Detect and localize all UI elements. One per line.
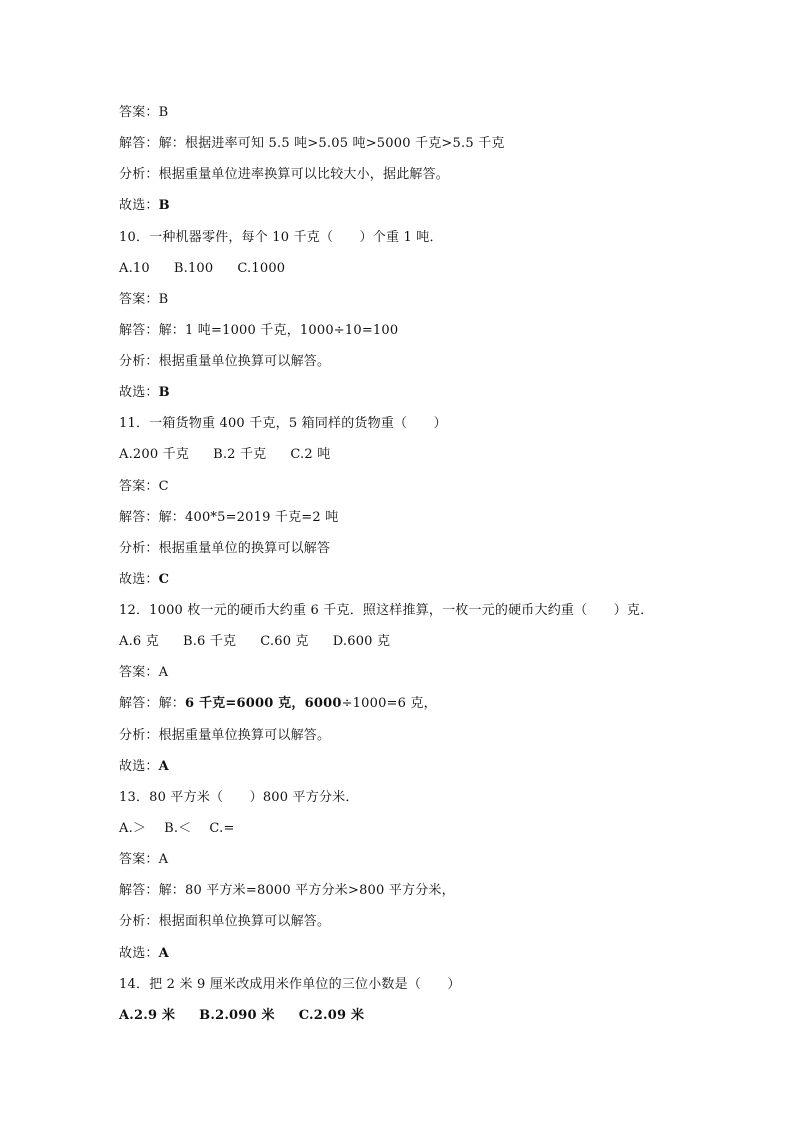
- option-b: B.100: [173, 261, 214, 276]
- answer-line: 答案：B: [119, 292, 169, 307]
- choice-label: 故选：: [119, 198, 159, 213]
- choice-value: C: [158, 572, 170, 587]
- option-b: B.6 千克: [182, 634, 237, 649]
- choice-line: [119, 195, 739, 217]
- option-c: C.=: [209, 821, 235, 836]
- solution-line: 解答：解：根据进率可知 5.5 吨>5.05 吨>5000 千克>5.5 千克: [119, 136, 505, 151]
- option-c: C.2 吨: [290, 447, 331, 462]
- analysis-line: 分析：根据重量单位换算可以解答。: [119, 354, 331, 369]
- solution-bold: 6 千克=6000 克，6000: [185, 696, 342, 711]
- solution-prefix: 解答：解：: [119, 696, 186, 711]
- solution-line: 解答：解：1 吨=1000 千克，1000÷10=100: [119, 323, 399, 338]
- question-12: 12．1000 枚一元的硬币大约重 6 千克．照这样推算，一枚一元的硬币大约重（ ）克．: [119, 603, 654, 618]
- choice-label: 故选：: [119, 946, 159, 961]
- option-a: A.200 千克: [119, 447, 190, 462]
- answer-line: 答案：B: [119, 105, 169, 120]
- question-14: 14．把 2 米 9 厘米改成用米作单位的三位小数是（ ）: [119, 977, 461, 992]
- choice-line: [119, 756, 739, 778]
- solution-line: [119, 693, 739, 715]
- option-c: C.2.09 米: [298, 1008, 365, 1023]
- solution-line: 解答：解：400*5=2019 千克=2 吨: [119, 510, 339, 525]
- solution-suffix: ÷1000=6 克，: [341, 696, 437, 711]
- analysis-line: 分析：根据重量单位换算可以解答。: [119, 728, 331, 743]
- analysis-line: 分析：根据面积单位换算可以解答。: [119, 914, 331, 929]
- choice-value: B: [158, 385, 170, 400]
- question-10-options: [119, 258, 739, 280]
- question-13: 13．80 平方米（ ）800 平方分米．: [119, 790, 359, 805]
- question-14-options: [119, 1005, 739, 1027]
- question-11: 11．一箱货物重 400 千克，5 箱同样的货物重（ ）: [119, 416, 447, 431]
- option-a: A.10: [119, 261, 150, 276]
- question-11-options: [119, 444, 739, 466]
- option-d: D.600 克: [332, 634, 391, 649]
- answer-line: 答案：A: [119, 665, 169, 680]
- option-a: A.2.9 米: [119, 1008, 176, 1023]
- option-b: B.2.090 米: [199, 1008, 275, 1023]
- option-b: B.＜: [164, 821, 192, 836]
- choice-value: A: [158, 946, 169, 961]
- answer-line: 答案：C: [119, 479, 169, 494]
- choice-label: 故选：: [119, 759, 159, 774]
- answer-line: 答案：A: [119, 852, 169, 867]
- choice-label: 故选：: [119, 572, 159, 587]
- question-12-options: [119, 631, 739, 653]
- option-a: A.＞: [119, 821, 147, 836]
- option-b: B.2 千克: [213, 447, 267, 462]
- option-c: C.1000: [237, 261, 286, 276]
- solution-line: 解答：解：80 平方米=8000 平方分米>800 平方分米，: [119, 883, 455, 898]
- choice-line: [119, 943, 739, 965]
- option-a: A.6 克: [119, 634, 159, 649]
- option-c: C.60 克: [260, 634, 309, 649]
- analysis-line: 分析：根据重量单位进率换算可以比较大小，据此解答。: [119, 167, 450, 182]
- question-13-options: [119, 818, 739, 840]
- question-10: 10．一种机器零件，每个 10 千克（ ）个重 1 吨．: [119, 230, 443, 245]
- analysis-line: 分析：根据重量单位的换算可以解答: [119, 541, 331, 556]
- choice-value: A: [158, 759, 169, 774]
- choice-label: 故选：: [119, 385, 159, 400]
- choice-line: [119, 569, 739, 591]
- choice-line: [119, 382, 739, 404]
- choice-value: B: [158, 198, 170, 213]
